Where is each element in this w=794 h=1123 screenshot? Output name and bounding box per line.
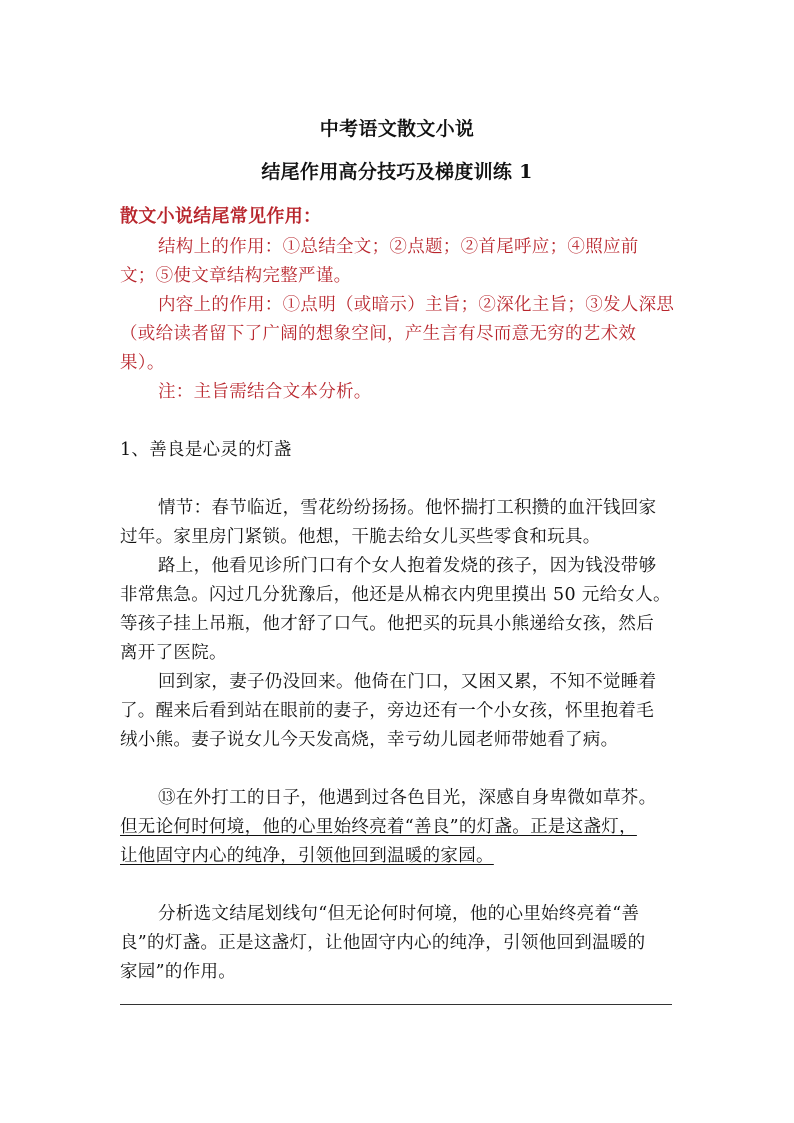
document-subtitle: 结尾作用高分技巧及梯度训练 1: [261, 161, 533, 183]
underlined-ending-sentence: 让他固守内心的纯净，引领他回到温暖的家园。: [120, 846, 494, 866]
story-paragraph-line: 了。醒来后看到站在眼前的妻子，旁边还有一个小女孩，怀里抱着毛: [120, 701, 654, 721]
underlined-ending-sentence: 但无论何时何境，他的心里始终亮着“善良”的灯盏。正是这盏灯，: [120, 817, 637, 837]
document-title: 中考语文散文小说: [319, 118, 475, 140]
story-paragraph-line: 路上，他看见诊所门口有个女人抱着发烧的孩子，因为钱没带够: [158, 556, 657, 576]
content-function-line: 内容上的作用：①点明（或暗示）主旨；②深化主旨；③发人深思: [158, 295, 675, 315]
story-paragraph-line: 非常焦急。闪过几分犹豫后，他还是从棉衣内兜里摸出 50 元给女人。: [120, 585, 671, 605]
story-paragraph-line: 情节：春节临近，雪花纷纷扬扬。他怀揣打工积攒的血汗钱回家: [158, 498, 657, 518]
note-line: 注：主旨需结合文本分析。: [158, 382, 372, 402]
section-title: 1、善良是心灵的灯盏: [120, 440, 292, 460]
functions-heading: 散文小说结尾常见作用：: [120, 206, 322, 227]
question-line: 家园”的作用。: [120, 962, 237, 982]
content-function-line: （或给读者留下了广阔的想象空间，产生言有尽而意无穷的艺术效: [120, 324, 637, 344]
story-paragraph-line: 离开了医院。: [120, 643, 227, 663]
structure-function-line: 结构上的作用：①总结全文；②点题；②首尾呼应；④照应前: [158, 237, 639, 257]
story-paragraph-line: 过年。家里房门紧锁。他想，干脆去给女儿买些零食和玩具。: [120, 527, 601, 547]
story-paragraph-line: 等孩子挂上吊瓶，他才舒了口气。他把买的玩具小熊递给女孩，然后: [120, 614, 654, 634]
answer-line: [120, 1004, 672, 1005]
story-paragraph-line: ⑬在外打工的日子，他遇到过各色目光，深感自身卑微如草芥。: [158, 788, 657, 808]
story-paragraph-line: 回到家，妻子仍没回来。他倚在门口，又困又累，不知不觉睡着: [158, 672, 657, 692]
structure-function-line: 文；⑤使文章结构完整严谨。: [120, 266, 352, 286]
story-paragraph-line: 绒小熊。妻子说女儿今天发高烧，幸亏幼儿园老师带她看了病。: [120, 730, 619, 750]
question-line: 分析选文结尾划线句“但无论何时何境，他的心里始终亮着“善: [158, 904, 640, 924]
question-line: 良”的灯盏。正是这盏灯，让他固守内心的纯净，引领他回到温暖的: [120, 933, 646, 953]
content-function-line: 果）。: [120, 353, 165, 373]
